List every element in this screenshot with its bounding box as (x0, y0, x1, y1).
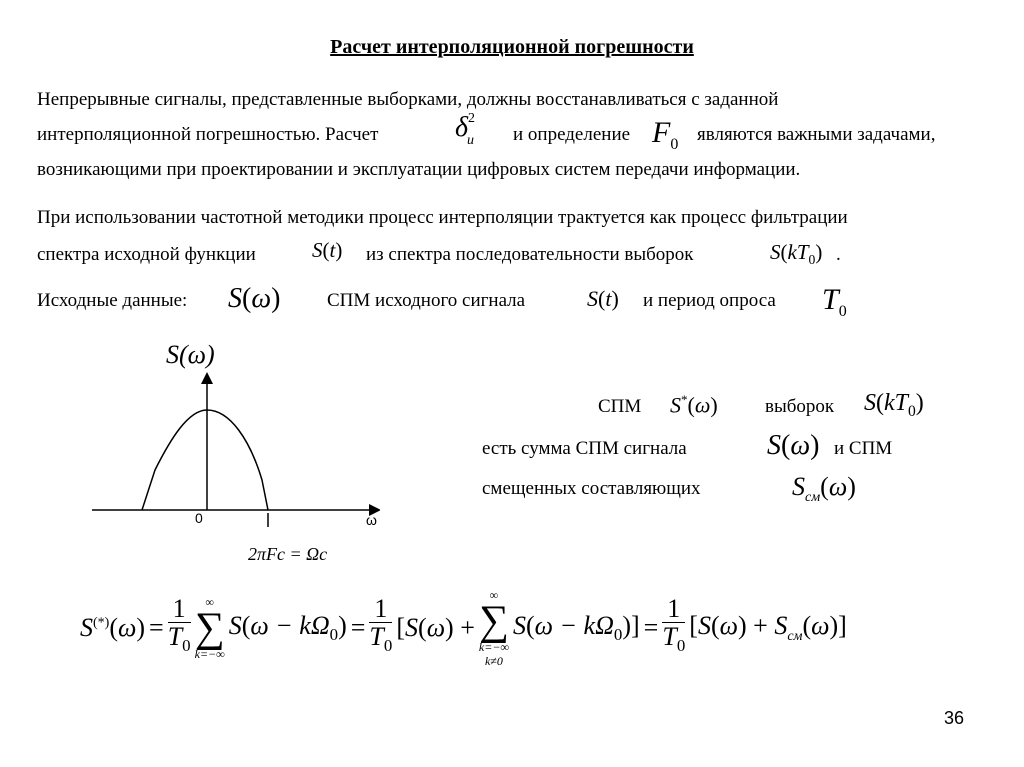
s-of-kt0-symbol-2: $S(kT_0)$ (864, 390, 924, 420)
side-sum-text: есть сумма СПМ сигнала (482, 438, 687, 459)
side-spm: СПМ (598, 396, 642, 417)
given-label: Исходные данные: (37, 290, 188, 311)
s-of-kt0-symbol: $S(kT_0)$ (770, 240, 823, 268)
delta-symbol: $\delta^2_и$ (455, 111, 476, 148)
s-of-t-symbol-2: S(t) (587, 286, 619, 311)
f0-symbol: $F_0$ (652, 116, 679, 153)
s-star-symbol: S*(ω) (670, 392, 718, 418)
main-formula: S(*)(ω) = $\frac{1}{T_0}$ ∞ ∑ k=−∞ $S(\omega - k\Omega_0)$ = $\frac{1}{T_0}$ [S(ω) + ∞ ∑ k=−∞ k≠0 $S(\omega - k\Omega_0)$] = $\frac{1}{T_0}$ $[S(\omega) + S_{см}(\omega)]$ (80, 588, 847, 668)
paragraph1-line1: Непрерывные сигналы, представленные выборками, должны восстанавливаться с заданной (37, 89, 779, 110)
s-of-t-symbol: S(t) (312, 238, 343, 262)
cutoff-frequency-label: 2πFc = Ωc (248, 544, 328, 564)
s-of-omega-symbol: S(ω) (228, 283, 281, 314)
paragraph1-line2b: и определение (513, 124, 631, 145)
page-title: Расчет интерполяционной погрешности (330, 36, 694, 58)
graph-y-label: S(ω) (166, 340, 215, 369)
side-samples: выборок (765, 396, 835, 417)
page-number: 36 (944, 708, 965, 728)
given-text-b: и период опроса (643, 290, 776, 311)
paragraph2-line1: При использовании частотной методики процесс интерполяции трактуется как процесс фильтрации (37, 207, 848, 228)
paragraph2-line2a: спектра исходной функции (37, 244, 256, 265)
graph-origin-label: 0 (195, 510, 203, 526)
s-sm-symbol: $S_{см}(\omega)$ (792, 472, 856, 506)
paragraph1-line2a: интерполяционной погрешностью. Расчет (37, 124, 379, 145)
spectrum-graph (90, 370, 380, 530)
side-and-spm: и СПМ (834, 438, 893, 459)
s-of-omega-symbol-2: S(ω) (767, 430, 820, 461)
side-shifted: смещенных составляющих (482, 478, 701, 499)
t0-symbol: $T_0$ (822, 283, 847, 320)
graph-x-label: ω (366, 512, 377, 528)
paragraph1-line2c: являются важными задачами, (697, 124, 936, 145)
paragraph2-line2b: из спектра последовательности выборок (366, 244, 694, 265)
spectrum-curve (142, 410, 268, 510)
paragraph2-period: . (836, 244, 841, 265)
given-text-a: СПМ исходного сигнала (327, 290, 526, 311)
paragraph1-line3: возникающими при проектировании и эксплуатации цифровых систем передачи информации. (37, 159, 801, 180)
